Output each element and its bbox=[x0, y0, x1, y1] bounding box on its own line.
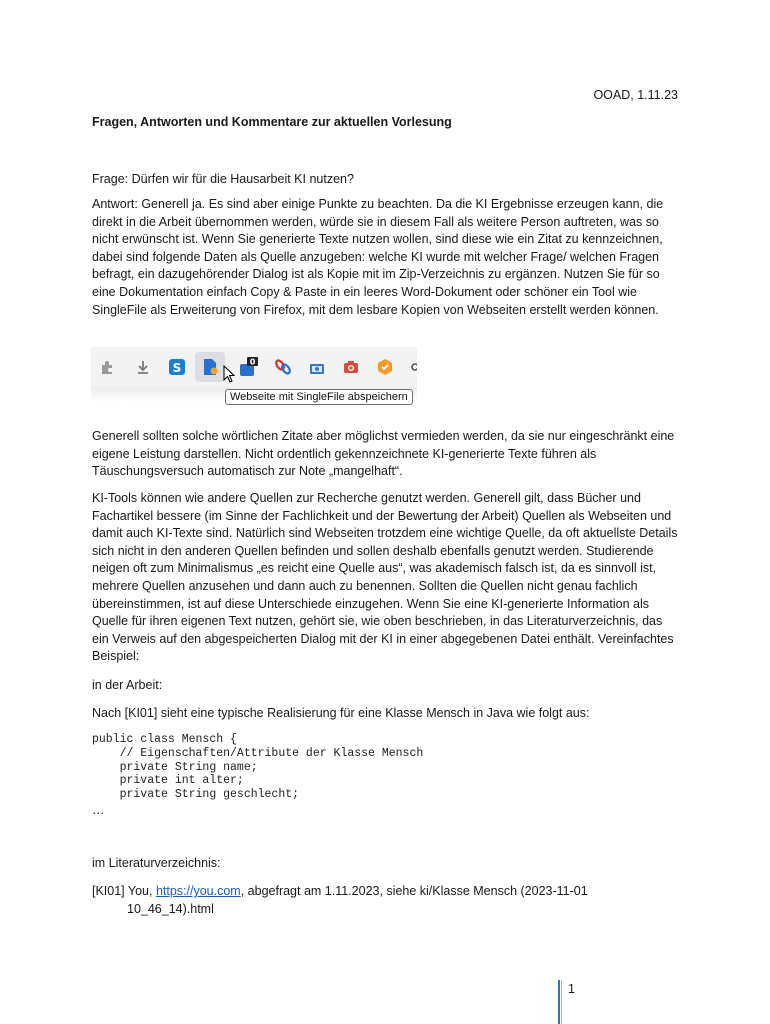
bibliography-label: im Literaturverzeichnis: bbox=[92, 856, 221, 870]
browser-toolbar-image bbox=[91, 347, 417, 413]
download-icon bbox=[131, 355, 155, 379]
tools-paragraph: KI-Tools können wie andere Quellen zur Recherche genutzt werden. Generell gilt, dass Bücher und Fachartikel bessere (im Sinne der Fachlichkeit und der Bewertung der Arbeit) Quellen als Webseiten und damit auch KI-Texte sind. Natürlich sind Webseiten trotzdem eine wichtige Quelle, da oft aktuellste Details sich nicht in den anderen Quellen befinden und sollen deshalb ebenfalls genutzt werden. Studierende neigen oft zum Minimalismus „es reicht eine Quelle aus“, was akademisch falsch ist, da es sinnvoll ist, mehrere Quellen anzusehen und dann auch zu benennen. Sollten die Quellen nicht genau fachlich übereinstimmen, ist auf diese Unterschiede einzugehen. Wenn Sie eine KI-generierte Information als Quelle für ihren eigenen Text nutzen, gehört sie, wie oben beschrieben, in das Literaturverzeichnis, das ein Verweis auf den abgespeicherten Dialog mit der KI in einer abgegebenen Datei enthält. Vereinfachtes Beispiel: bbox=[92, 491, 678, 664]
overflow-icon bbox=[403, 355, 417, 379]
code-ellipsis: … bbox=[92, 803, 105, 817]
page-number-bar-light bbox=[561, 980, 562, 1024]
example-sentence: Nach [KI01] sieht eine typische Realisierung für eine Klasse Mensch in Java wie folgt aus: bbox=[92, 706, 590, 720]
reference-continuation: 10_46_14).html bbox=[127, 902, 214, 916]
quotes-paragraph: Generell sollten solche wörtlichen Zitate aber möglichst vermieden werden, da sie nur eingeschränkt eine eigene Leistung darstellen. Nicht ordentlich gekennzeichnete KI-generierte Texte führen als Täuschungsversuch automatisch zur Note „mangelhaft“. bbox=[92, 429, 675, 479]
svg-text:S: S bbox=[172, 361, 182, 375]
reference-prefix: [KI01] You, bbox=[92, 884, 156, 898]
document-date: OOAD, 1.11.23 bbox=[593, 88, 678, 102]
tooltip: Webseite mit SingleFile abspeichern bbox=[225, 389, 413, 405]
page-number-bar bbox=[558, 980, 560, 1024]
notification-icon bbox=[237, 355, 261, 379]
reference-link[interactable]: https://you.com bbox=[155, 884, 241, 898]
answer-text: Antwort: Generell ja. Es sind aber einige Punkte zu beachten. Da die KI Ergebnisse erzeugen kann, die direkt in die Arbeit übernommen werden, würde sie in diesem Fall als weitere Person auftreten, was so nicht erwünscht ist. Wenn Sie generierte Texte nutzen wollen, sind diese wie ein Zitat zu kennzeichnen, dabei sind folgende Daten als Quelle anzugeben: welche KI wurde mit welcher Frage/ welchen Fragen befragt, ein dazugehörender Dialog ist als Kopie mit im Zip-Verzeichnis zu ergänzen. Nutzen Sie für so eine Dokumentation einfach Copy & Paste in ein leeres Word-Dokument oder schöner ein Tool wie SingleFile als Erweiterung von Firefox, mit dem lesbare Kopien von Webseiten erstellt werden können. bbox=[92, 197, 664, 317]
skype-icon bbox=[165, 355, 189, 379]
mouse-cursor-icon bbox=[223, 365, 235, 388]
reference-entry bbox=[92, 882, 652, 918]
camera-icon bbox=[339, 355, 363, 379]
badge-count: 0 bbox=[249, 357, 256, 367]
link-icon bbox=[271, 355, 295, 379]
reference-suffix: , abgefragt am 1.11.2023, siehe ki/Klasse Mensch (2023-11-01 bbox=[240, 884, 588, 898]
question-text: Frage: Dürfen wir für die Hausarbeit KI nutzen? bbox=[92, 172, 354, 186]
puzzle-icon bbox=[95, 355, 119, 379]
orange-extension-icon bbox=[373, 355, 397, 379]
video-icon bbox=[305, 355, 329, 379]
code-block: public class Mensch { // Eigenschaften/Attribute der Klasse Mensch private String name; private int alter; private String geschlecht; bbox=[92, 733, 424, 802]
singlefile-icon bbox=[198, 355, 222, 379]
in-work-label: in der Arbeit: bbox=[92, 678, 163, 692]
document-title: Fragen, Antworten und Kommentare zur aktuellen Vorlesung bbox=[92, 115, 452, 129]
page-number: 1 bbox=[568, 982, 575, 996]
